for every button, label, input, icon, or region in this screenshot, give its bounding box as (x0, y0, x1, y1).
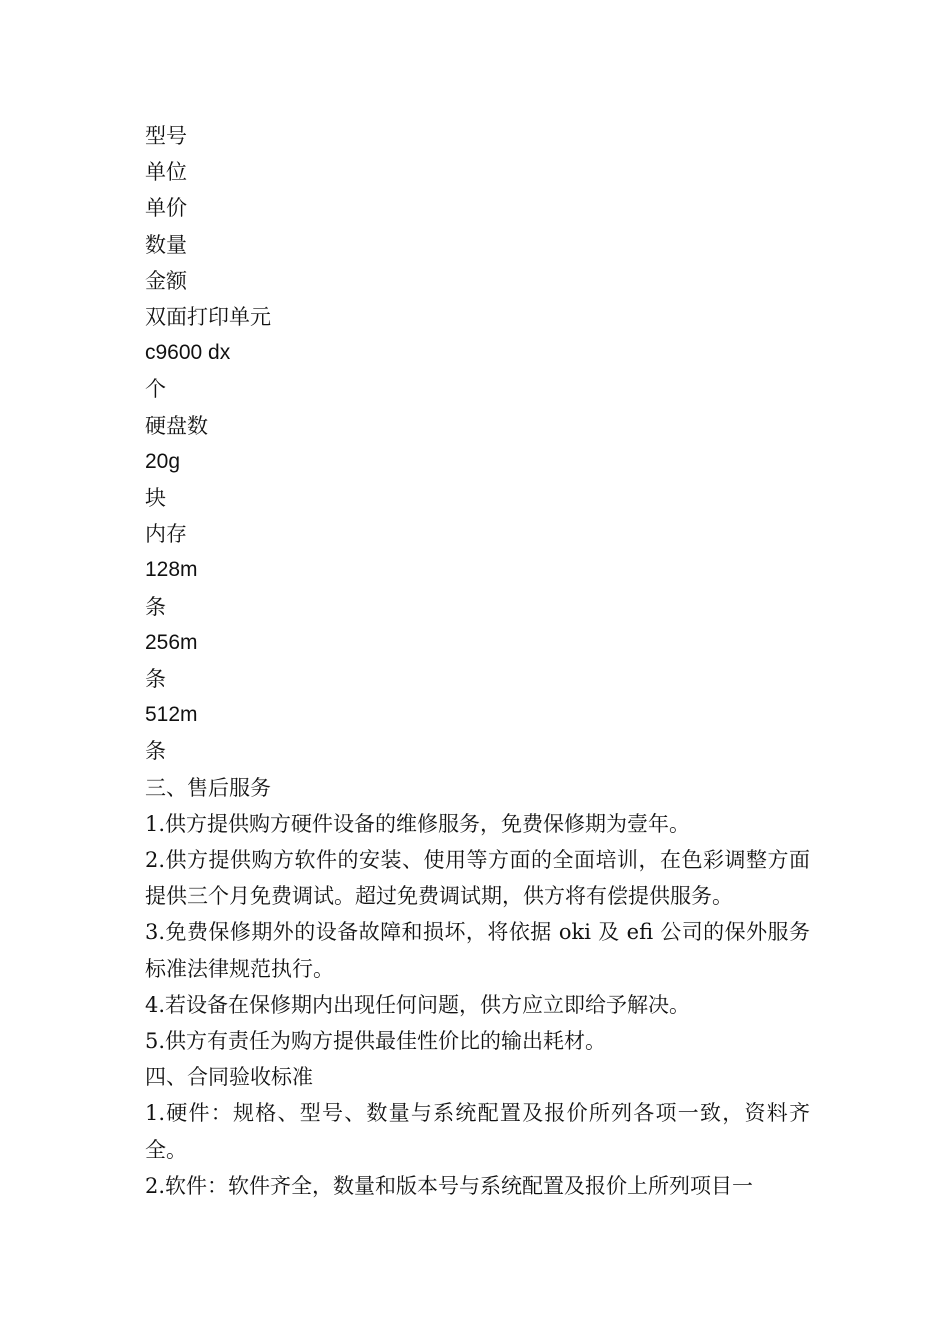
table-cell-price-header: 单价 (145, 196, 187, 221)
after-sales-item-2: 2.供方提供购方软件的安装、使用等方面的全面培训，在色彩调整方面提供三个月免费调试。超过免费调试期，供方将有偿提供服务。 (145, 848, 810, 909)
table-cell-duplex-unit: 双面打印单元 (145, 305, 271, 330)
table-cell-hard-disk-unit: 块 (145, 486, 166, 511)
table-cell-memory-128: 128m (145, 558, 198, 582)
table-cell-model-header: 型号 (145, 124, 187, 148)
after-sales-item-5: 5.供方有责任为购方提供最佳性价比的输出耗材。 (145, 1029, 607, 1054)
acceptance-item-1: 1.硬件：规格、型号、数量与系统配置及报价所列各项一致，资料齐全。 (145, 1101, 810, 1162)
table-cell-unit-header: 单位 (145, 160, 187, 185)
section-heading-acceptance: 四、合同验收标准 (145, 1065, 313, 1090)
table-cell-hard-disk: 硬盘数 (145, 413, 208, 438)
after-sales-item-3: 3.免费保修期外的设备故障和损坏，将依据 oki 及 efi 公司的保外服务标准法律规范执行。 (145, 920, 810, 981)
table-cell-duplex-unit-measure: 个 (145, 377, 166, 402)
after-sales-item-4: 4.若设备在保修期内出现任何问题，供方应立即给予解决。 (145, 992, 691, 1017)
section-heading-after-sales: 三、售后服务 (145, 775, 271, 800)
after-sales-item-1: 1.供方提供购方硬件设备的维修服务，免费保修期为壹年。 (145, 811, 691, 836)
table-cell-hard-disk-size: 20g (145, 449, 181, 473)
table-cell-memory-128-unit: 条 (145, 594, 166, 619)
table-cell-duplex-model: c9600 dx (145, 341, 231, 365)
acceptance-item-2: 2.软件：软件齐全，数量和版本号与系统配置及报价上所列项目一 (145, 1173, 754, 1198)
document-page (145, 118, 810, 1204)
table-cell-memory-512-unit: 条 (145, 739, 166, 764)
table-cell-memory-512: 512m (145, 703, 198, 727)
table-cell-amount-header: 金额 (145, 268, 187, 293)
table-cell-memory-256-unit: 条 (145, 667, 166, 692)
table-cell-memory-256: 256m (145, 630, 198, 654)
table-cell-quantity-header: 数量 (145, 232, 187, 257)
table-cell-memory: 内存 (145, 522, 187, 547)
